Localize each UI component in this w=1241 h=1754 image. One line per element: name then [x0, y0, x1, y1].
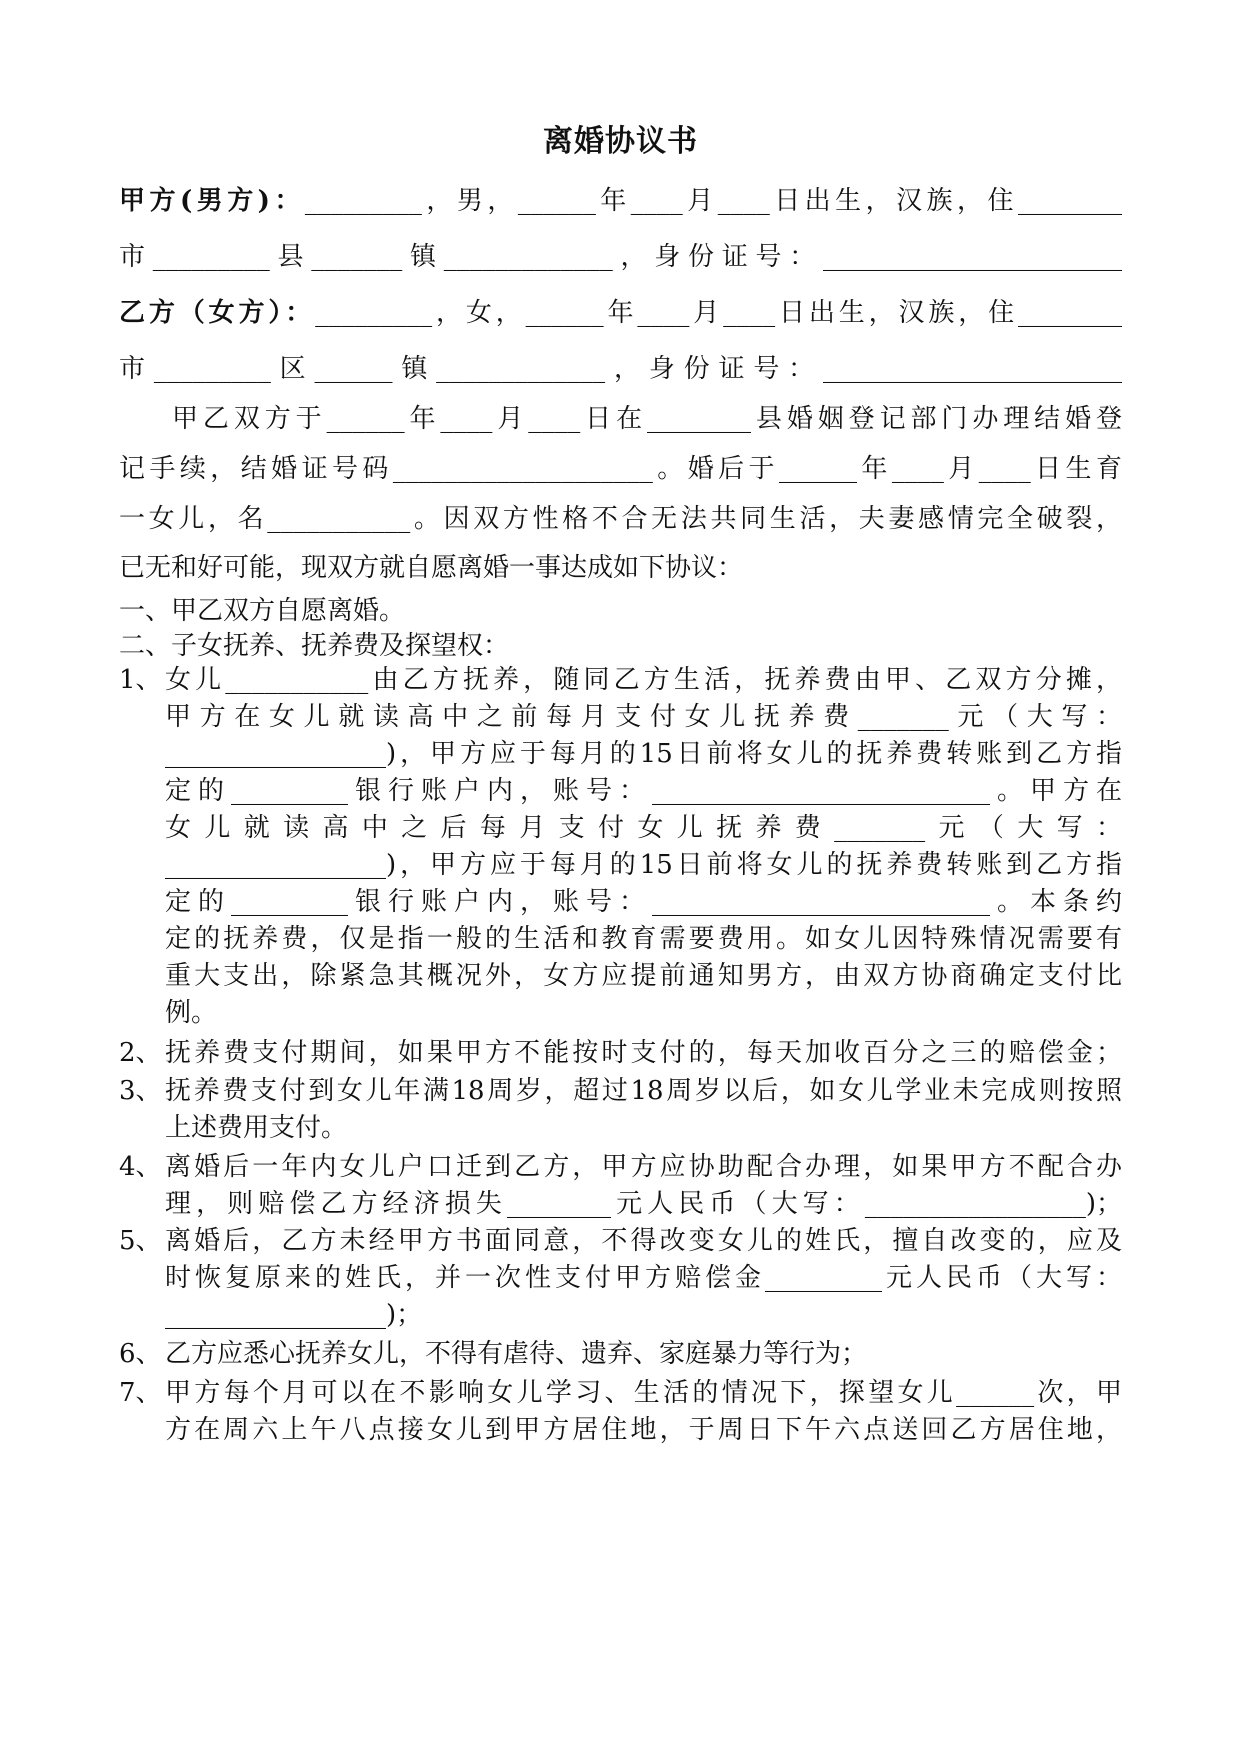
clause-6-number: 6、: [119, 1339, 162, 1369]
clause-1-line-10: 例。: [165, 998, 218, 1028]
clause-1-line-8: 定的抚养费，仅是指一般的生活和教育需要费用。如女儿因特殊情况需要有: [165, 924, 1122, 954]
intro-line-4: 已无和好可能，现双方就自愿离婚一事达成如下协议：: [119, 553, 744, 583]
party-a-address: 市_________县_______镇_____________，身份证号：_______________________: [119, 242, 1122, 272]
clause-4-line-1: 离婚后一年内女儿户口迁到乙方，甲方应协助配合办理，如果甲方不配合办: [165, 1152, 1122, 1182]
clause-1-line-1: 女儿___________由乙方抚养，随同乙方生活，抚养费由甲、乙双方分摊，: [165, 665, 1122, 695]
clause-5-line-3: _________________)；: [165, 1300, 423, 1330]
document-title: 离婚协议书: [543, 124, 698, 159]
clause-1-number: 1、: [119, 665, 162, 695]
clause-7-line-2: 方在周六上午八点接女儿到甲方居住地，于周日下午六点送回乙方居住地，: [165, 1415, 1122, 1445]
clause-6-line-1: 乙方应悉心抚养女儿，不得有虐待、遗弃、家庭暴力等行为；: [165, 1339, 868, 1369]
party-a-line-2: [119, 236, 1122, 273]
clause-1-line-6: _________________)，甲方应于每月的15日前将女儿的抚养费转账到乙方指: [165, 850, 1122, 880]
party-b-text: _________，女，______年____月____日出生，汉族，住________: [315, 298, 1122, 328]
clause-5-line-1: 离婚后，乙方未经甲方书面同意，不得改变女儿的姓氏，擅自改变的，应及: [165, 1226, 1122, 1256]
clause-1-line-9: 重大支出，除紧急其概况外，女方应提前通知男方，由双方协商确定支付比: [165, 961, 1122, 991]
clause-4-line-2: 理，则赔偿乙方经济损失________元人民币（大写：_________________)；: [165, 1189, 1122, 1219]
intro-line-1: 甲乙双方于______年____月____日在________县婚姻登记部门办理结婚登: [172, 404, 1122, 434]
clause-2-line-1: 抚养费支付期间，如果甲方不能按时支付的，每天加收百分之三的赔偿金；: [165, 1038, 1122, 1068]
intro-line-2: 记手续，结婚证号码____________________。婚后于______年____月____日生育: [119, 454, 1122, 484]
clause-1-line-7: 定的_________银行账户内，账号：__________________________。本条约: [165, 887, 1122, 917]
party-b-line-1: [119, 292, 1122, 329]
clause-3-line-2: 上述费用支付。: [165, 1113, 348, 1143]
party-b-label: 乙方（女方）：: [119, 298, 316, 328]
clause-2-number: 2、: [119, 1038, 162, 1068]
clause-1-line-5: 女儿就读高中之后每月支付女儿抚养费_______元（大写：: [165, 813, 1122, 843]
party-b-line-2: [119, 348, 1122, 385]
party-a-text: _________，男，______年____月____日出生，汉族，住________: [304, 186, 1122, 216]
clause-7-line-1: 甲方每个月可以在不影响女儿学习、生活的情况下，探望女儿______次，甲: [165, 1378, 1122, 1408]
clause-1-line-2: 甲方在女儿就读高中之前每月支付女儿抚养费_______元（大写：: [165, 702, 1122, 732]
clause-3-line-1: 抚养费支付到女儿年满18周岁，超过18周岁以后，如女儿学业未完成则按照: [165, 1076, 1122, 1106]
intro-line-3: 一女儿，名___________。因双方性格不合无法共同生活，夫妻感情完全破裂，: [119, 504, 1122, 534]
section-2: 二、子女抚养、抚养费及探望权：: [119, 631, 510, 661]
clause-5-line-2: 时恢复原来的姓氏，并一次性支付甲方赔偿金_________元人民币（大写：: [165, 1263, 1122, 1293]
clause-4-number: 4、: [119, 1152, 162, 1182]
clause-3-number: 3、: [119, 1076, 162, 1106]
party-b-address: 市_________区______镇_____________，身份证号：_______________________: [119, 354, 1122, 384]
clause-7-number: 7、: [119, 1378, 162, 1408]
clause-1-line-4: 定的_________银行账户内，账号：__________________________。甲方在: [165, 776, 1122, 806]
party-a-label: 甲方(男方)：: [119, 186, 305, 216]
clause-5-number: 5、: [119, 1226, 162, 1256]
clause-1-line-3: _________________)，甲方应于每月的15日前将女儿的抚养费转账到乙方指: [165, 739, 1122, 769]
party-a-line-1: [119, 180, 1122, 217]
section-1: 一、甲乙双方自愿离婚。: [119, 596, 406, 626]
